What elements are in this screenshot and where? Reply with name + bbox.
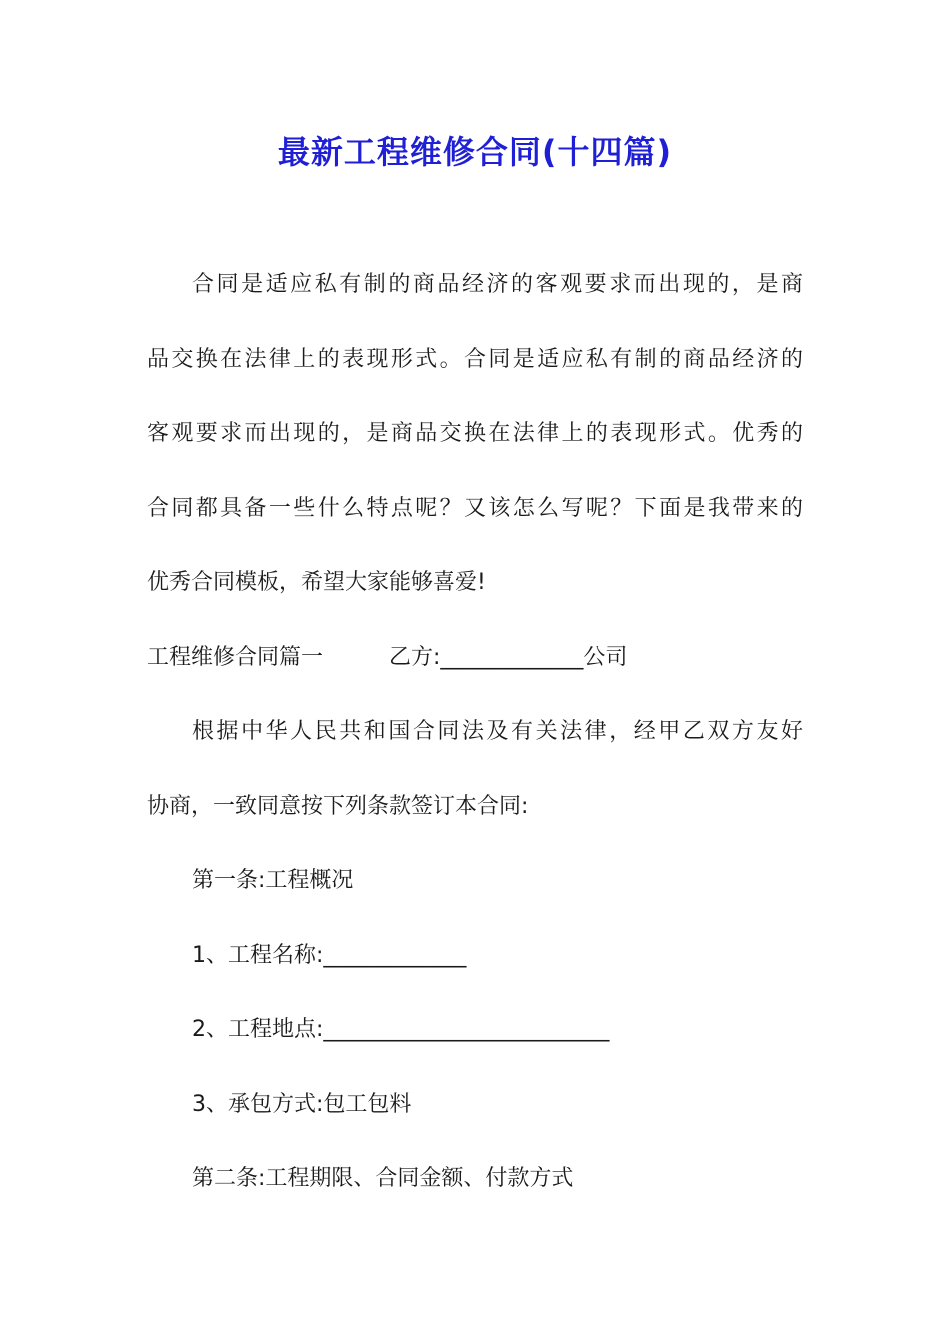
basis-line-1: 根据中华人民共和国合同法及有关法律，经甲乙双方友好 — [192, 719, 803, 744]
article-1-title: 第一条:工程概况 — [192, 868, 354, 893]
intro-line-2: 品交换在法律上的表现形式。合同是适应私有制的商品经济的 — [147, 347, 803, 372]
document-title: 最新工程维修合同(十四篇) — [277, 133, 673, 171]
item-1-project-name: 1、工程名称:_____________ — [192, 943, 467, 968]
intro-line-3: 客观要求而出现的，是商品交换在法律上的表现形式。优秀的 — [147, 421, 803, 446]
intro-line-4: 合同都具备一些什么特点呢？又该怎么写呢？下面是我带来的 — [147, 496, 803, 521]
article-2-title: 第二条:工程期限、合同金额、付款方式 — [192, 1166, 574, 1191]
intro-line-5: 优秀合同模板，希望大家能够喜爱! — [147, 570, 486, 595]
intro-line-1: 合同是适应私有制的商品经济的客观要求而出现的，是商 — [192, 272, 803, 297]
item-3-contract-method: 3、承包方式:包工包料 — [192, 1092, 412, 1117]
basis-line-2: 协商，一致同意按下列条款签订本合同: — [147, 794, 529, 819]
item-2-project-location: 2、工程地点:__________________________ — [192, 1017, 610, 1042]
section-heading: 工程维修合同篇一 乙方:_____________公司 — [147, 645, 628, 670]
